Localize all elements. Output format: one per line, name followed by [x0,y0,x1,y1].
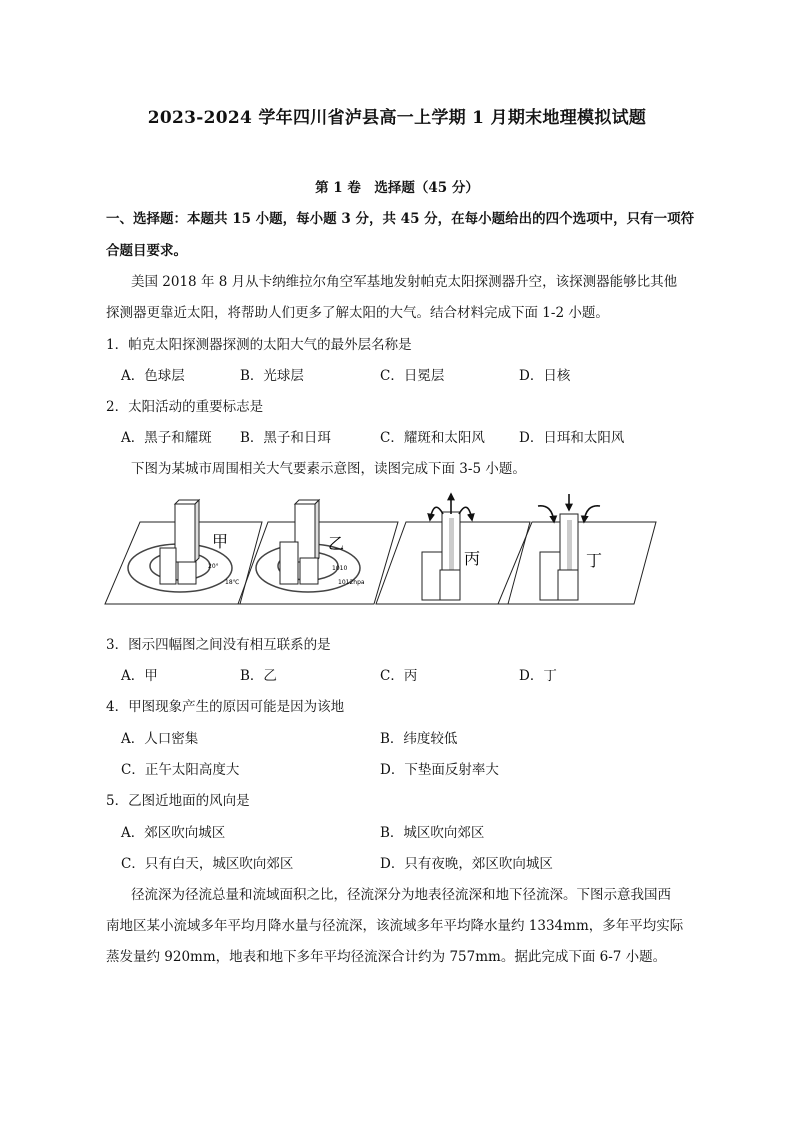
q4-option-b: B．纬度较低 [380,731,458,747]
q4-option-c: C．正午太阳高度大 [121,762,240,778]
outflow-right-arrow [459,507,472,520]
panel-yi [238,500,398,604]
q1-option-a: A．色球层 [121,368,185,384]
temp-inner-label: 20° [208,563,219,570]
q5-option-b: B．城区吹向郊区 [380,825,485,841]
q1-option-d: D．日核 [519,368,571,384]
panel-jia [105,500,262,604]
part1-heading-line1: 一、选择题：本题共 15 小题，每小题 3 分，共 45 分，在每小题给出的四个选项中，只有一项符 [106,211,695,227]
q1-option-b: B．光球层 [240,368,304,384]
pressure-inner-label: 1010 [332,565,348,572]
building-right [440,570,460,600]
building-right [178,562,196,584]
material3-line1: 径流深为径流总量和流域面积之比，径流深分为地表径流深和地下径流深。下图示意我国西 [131,887,671,903]
city-atmosphere-figure [100,492,660,608]
panel-bing [376,494,530,604]
pressure-outer-label: 1012hpa [338,579,365,586]
q2-option-a: A．黑子和耀斑 [121,430,212,446]
q4-stem: 4．甲图现象产生的原因可能是因为该地 [106,699,345,715]
q3-stem: 3．图示四幅图之间没有相互联系的是 [106,637,331,653]
material3-line2: 南地区某小流域多年平均月降水量与径流深，该流域多年平均降水量约 1334mm，多年平均实际 [106,918,684,934]
inflow-left-arrow [538,506,554,522]
panel-label-yi: 乙 [328,534,345,553]
q3-option-b: B．乙 [240,668,277,684]
q5-option-d: D．只有夜晚，郊区吹向城区 [380,856,553,872]
q1-stem: 1．帕克太阳探测器探测的太阳大气的最外层名称是 [106,337,412,353]
q2-option-b: B．黑子和日珥 [240,430,331,446]
q3-option-d: D．丁 [519,668,557,684]
q2-option-d: D．日珥和太阳风 [519,430,625,446]
material2-line1: 下图为某城市周围相关大气要素示意图，读图完成下面 3-5 小题。 [131,461,526,477]
panel-label-jia: 甲 [212,532,229,551]
building-tall [175,504,195,562]
panel-label-bing: 丙 [464,549,481,568]
building-right [558,570,578,600]
material1-line2: 探测器更靠近太阳，将帮助人们更多了解太阳的大气。结合材料完成下面 1-2 小题。 [106,305,609,321]
building-tall-depth [315,500,319,562]
q5-option-c: C．只有白天，城区吹向郊区 [121,856,294,872]
part1-heading-line2: 合题目要求。 [106,243,187,259]
q3-option-c: C．丙 [380,668,418,684]
q1-option-c: C．日冕层 [380,368,445,384]
building-left [160,548,176,584]
q5-stem: 5．乙图近地面的风向是 [106,793,250,809]
q4-option-d: D．下垫面反射率大 [380,762,499,778]
material1-line1: 美国 2018 年 8 月从卡纳维拉尔角空军基地发射帕克太阳探测器升空，该探测器能够比其他 [131,274,678,290]
building-tall-depth [195,500,199,562]
page-title: 2023-2024 学年四川省泸县高一上学期 1 月期末地理模拟试题 [147,108,647,128]
outflow-left-arrow [430,507,443,520]
inflow-right-arrow [584,506,600,522]
building-left [422,552,442,600]
q5-option-a: A．郊区吹向城区 [121,825,226,841]
q2-stem: 2．太阳活动的重要标志是 [106,399,264,415]
material3-line3: 蒸发量约 920mm，地表和地下多年平均径流深合计约为 757mm。据此完成下面 6-7 小题。 [106,949,667,965]
panel-ding [498,494,656,604]
section-title: 第 1 卷 选择题（45 分） [315,180,479,196]
building-right [300,558,318,584]
q4-option-a: A．人口密集 [121,731,199,747]
temp-outer-label: 18℃ [225,579,240,586]
building-left [540,552,560,600]
panel-label-ding: 丁 [586,551,603,570]
building-left [280,542,298,584]
q3-option-a: A．甲 [121,668,158,684]
q2-option-c: C．耀斑和太阳风 [380,430,485,446]
